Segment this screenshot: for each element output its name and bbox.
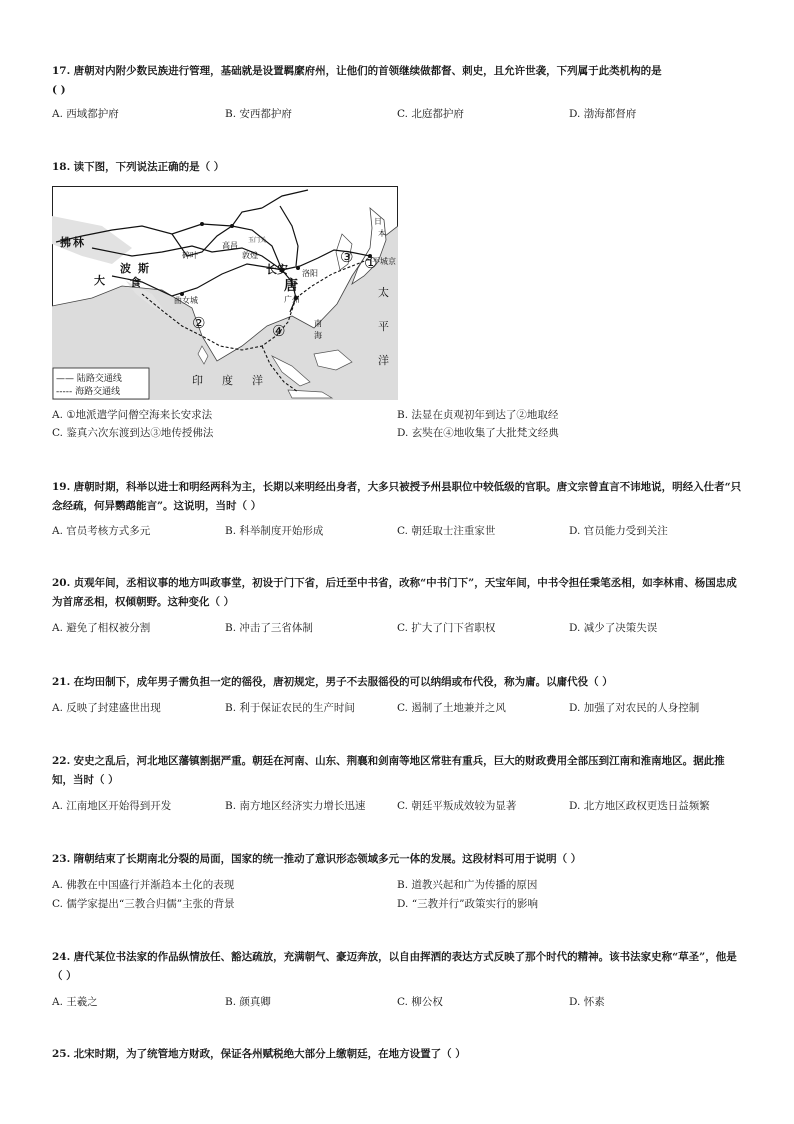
question-stem: 北宋时期，为了统管地方财政，保证各州赋税绝大部分上缴朝廷，在地方设置了（ ） — [73, 1048, 466, 1060]
option-d[interactable]: D. 北方地区政权更迭日益频繁 — [569, 800, 710, 812]
label-dashi-2: 食 — [130, 276, 141, 289]
question-stem: 在均田制下，成年男子需负担一定的徭役，唐初规定，男子不去服徭役的可以纳绢或布代役，称为庸。以庸代役（ ） — [73, 676, 613, 688]
answer-blank: ( ) — [52, 84, 66, 96]
option-d[interactable]: D. 官员能力受到关注 — [569, 525, 668, 537]
label-indian-2: 度 — [222, 374, 233, 387]
label-pacific-1: 太 — [378, 286, 389, 299]
option-d[interactable]: D. 玄奘在④地收集了大批梵文经典 — [397, 427, 559, 439]
question-stem: 唐朝对内附少数民族进行管理，基础就是设置羁縻府州，让他们的首领继续做都督、刺史，且允许世袭，下列属于此类机构的是 — [73, 65, 662, 77]
label-japan-1: 日 — [374, 217, 382, 226]
option-c[interactable]: C. 柳公权 — [397, 996, 443, 1008]
option-c[interactable]: C. 遏制了土地兼并之风 — [397, 702, 506, 714]
option-a[interactable]: A. ①地派遣学问僧空海来长安求法 — [52, 409, 213, 421]
tang-route-map — [52, 186, 398, 400]
label-indian-1: 印 — [192, 374, 203, 387]
question-number: 22. — [52, 755, 71, 767]
label-fulin-2: 林 — [73, 236, 84, 249]
marker-3: ③ — [340, 248, 354, 266]
label-pacific-2: 平 — [378, 320, 389, 333]
label-south-1: 南 — [314, 319, 322, 328]
option-d[interactable]: D. “三教并行”政策实行的影响 — [397, 898, 538, 910]
legend-sea: ----- 海路交通线 — [56, 387, 121, 397]
marker-1: ① — [364, 254, 378, 272]
label-south-2: 海 — [314, 331, 322, 340]
label-pingcheng: 平城京 — [372, 257, 396, 266]
question-stem: 唐代某位书法家的作品纵情放任、豁达疏放，充满朝气、豪迈奔放，以自由挥洒的表达方式反映了那个时代的精神。该书法家史称“草圣”，他是（ ） — [52, 951, 737, 982]
option-c[interactable]: C. 朝廷取士注重家世 — [397, 525, 496, 537]
option-c[interactable]: C. 北庭都护府 — [397, 108, 464, 120]
question-number: 24. — [52, 951, 71, 963]
option-b[interactable]: B. 颜真卿 — [225, 996, 271, 1008]
label-guangzhou: 广州 — [284, 295, 300, 304]
option-d[interactable]: D. 渤海都督府 — [569, 108, 637, 120]
label-fulin-1: 拂 — [60, 236, 71, 249]
question-22 — [52, 752, 742, 790]
option-d[interactable]: D. 怀素 — [569, 996, 605, 1008]
marker-4: ④ — [272, 322, 286, 340]
question-stem: 唐朝时期，科举以进士和明经两科为主，长期以来明经出身者，大多只被授予州县职位中较低级的官职。唐文宗曾直言不讳地说，明经入仕者“只念经疏，何异鹦鹉能言”。这说明，当时（ ） — [52, 481, 742, 512]
option-b[interactable]: B. 利于保证农民的生产时间 — [225, 702, 355, 714]
option-a[interactable]: A. 西域都护府 — [52, 108, 119, 120]
question-number: 25. — [52, 1048, 71, 1060]
question-number: 18. — [52, 161, 71, 173]
question-stem: 隋朝结束了长期南北分裂的局面，国家的统一推动了意识形态领域多元一体的发展。这段材料可用于说明（ ） — [73, 853, 582, 865]
legend-land: —— 陆路交通线 — [56, 374, 122, 384]
label-bosi-1: 波 — [120, 262, 131, 275]
label-indian-3: 洋 — [252, 374, 263, 387]
question-24 — [52, 948, 742, 986]
label-luoyang: 洛阳 — [302, 269, 318, 278]
option-b[interactable]: B. 冲击了三省体制 — [225, 622, 313, 634]
option-a[interactable]: A. 江南地区开始得到开发 — [52, 800, 172, 812]
question-stem: 读下图，下列说法正确的是（ ） — [73, 161, 225, 173]
label-yumen: 玉门关 — [248, 237, 267, 244]
label-changan: 长安 — [266, 263, 288, 276]
question-number: 17. — [52, 65, 71, 77]
label-dunhuang: 敦煌 — [242, 251, 258, 260]
option-a[interactable]: A. 避免了相权被分割 — [52, 622, 151, 634]
option-a[interactable]: A. 王羲之 — [52, 996, 98, 1008]
label-pacific-3: 洋 — [378, 354, 389, 367]
option-b[interactable]: B. 法显在贞观初年到达了②地取经 — [397, 409, 559, 421]
label-japan-2: 本 — [378, 229, 386, 238]
option-c[interactable]: C. 扩大了门下省职权 — [397, 622, 496, 634]
option-b[interactable]: B. 道教兴起和广为传播的原因 — [397, 879, 538, 891]
label-dashi-1: 大 — [94, 274, 105, 287]
label-gaochang: 高昌 — [222, 241, 238, 250]
option-b[interactable]: B. 安西都护府 — [225, 108, 292, 120]
option-d[interactable]: D. 减少了决策失误 — [569, 622, 658, 634]
option-c[interactable]: C. 儒学家提出“三教合归儒”主张的背景 — [52, 898, 235, 910]
option-a[interactable]: A. 反映了封建盛世出现 — [52, 702, 161, 714]
question-17 — [52, 62, 742, 100]
label-suiye: 碎叶 — [182, 251, 198, 260]
label-bosi-2: 斯 — [138, 262, 149, 275]
question-25 — [52, 1045, 742, 1064]
option-b[interactable]: B. 科举制度开始形成 — [225, 525, 324, 537]
label-tang: 唐 — [284, 278, 298, 294]
question-number: 23. — [52, 853, 71, 865]
question-19 — [52, 478, 742, 516]
question-number: 20. — [52, 577, 71, 589]
question-stem: 安史之乱后，河北地区藩镇割据严重。朝廷在河南、山东、荆襄和剑南等地区常驻有重兵，巨大的财政费用全部压到江南和淮南地区。据此推知，当时（ ） — [52, 755, 725, 786]
question-23 — [52, 850, 742, 869]
question-18 — [52, 158, 742, 177]
marker-2: ② — [192, 314, 206, 332]
option-b[interactable]: B. 南方地区经济实力增长迅速 — [225, 800, 366, 812]
option-a[interactable]: A. 佛教在中国盛行并渐趋本土化的表现 — [52, 879, 235, 891]
option-c[interactable]: C. 朝廷平叛成效较为显著 — [397, 800, 517, 812]
question-21 — [52, 673, 742, 692]
question-number: 19. — [52, 481, 71, 493]
option-c[interactable]: C. 鉴真六次东渡到达③地传授佛法 — [52, 427, 214, 439]
question-stem: 贞观年间，丞相议事的地方叫政事堂，初设于门下省，后迁至中书省，改称“中书门下”，天宝年间，中书令担任秉笔丞相，如李林甫、杨国忠成为首席丞相，权倾朝野。这种变化（ ） — [52, 577, 737, 608]
question-20 — [52, 574, 742, 612]
option-d[interactable]: D. 加强了对农民的人身控制 — [569, 702, 700, 714]
question-number: 21. — [52, 676, 71, 688]
option-a[interactable]: A. 官员考核方式多元 — [52, 525, 151, 537]
label-kannauj: 曲女城 — [174, 296, 198, 305]
